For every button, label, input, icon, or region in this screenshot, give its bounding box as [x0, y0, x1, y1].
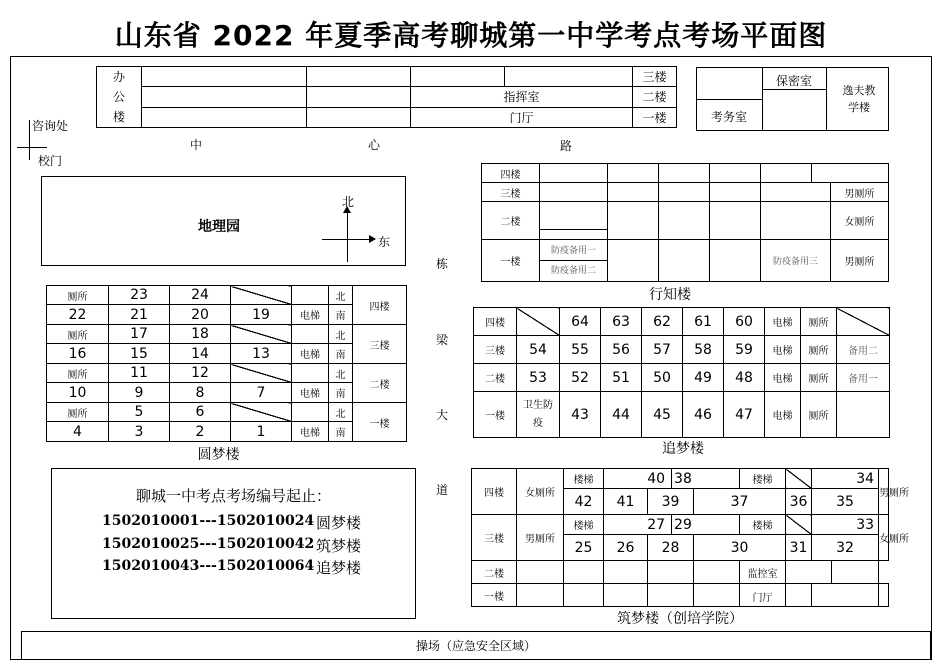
zhumeng-room: 36 — [786, 489, 812, 515]
zhumeng-room: 29 — [672, 515, 740, 535]
zhuimeng-room: 48 — [724, 364, 765, 392]
yuanmeng-building — [46, 285, 407, 442]
office-floor-label: 三楼 — [633, 67, 677, 87]
xingzhi-room — [540, 164, 608, 183]
yuanmeng-room: 4 — [47, 422, 109, 442]
boulevard-char: 道 — [436, 483, 449, 497]
zhuimeng-room: 50 — [642, 364, 683, 392]
office-room — [505, 67, 633, 87]
yuanmeng-diagonal-cell — [231, 364, 292, 383]
zhumeng-gate-hall: 门厅 — [740, 584, 786, 607]
yuanmeng-room: 24 — [170, 286, 231, 305]
exam-range-row — [102, 558, 314, 574]
xingzhi-room — [608, 240, 659, 282]
yuanmeng-north: 北 — [329, 286, 353, 305]
zhumeng-room — [786, 584, 812, 607]
zhumeng-floor-label: 三楼 — [472, 515, 517, 561]
road-char: 中 — [190, 138, 203, 152]
zhuimeng-room: 44 — [601, 392, 642, 438]
zhuimeng-toilet: 厕所 — [801, 336, 837, 364]
zhumeng-diagonal-cell — [786, 469, 812, 489]
zhuimeng-elevator: 电梯 — [765, 336, 801, 364]
zhumeng-floor-label: 一楼 — [472, 584, 517, 607]
zhuimeng-room: 52 — [560, 364, 601, 392]
exam-range-value: 1502010025---1502010042 — [102, 536, 315, 552]
zhumeng-stairs: 楼梯 — [564, 469, 604, 489]
yuanmeng-floor-label: 一楼 — [353, 403, 407, 442]
yuanmeng-toilet: 厕所 — [47, 325, 109, 344]
yuanmeng-north: 北 — [329, 325, 353, 344]
page-title: 山东省 2022 年夏季高考聊城第一中学考点考场平面图 — [114, 19, 828, 52]
zhuimeng-diagonal-cell — [837, 308, 890, 336]
xingzhi-spare-1: 防疫备用一 — [540, 241, 607, 261]
yuanmeng-elevator: 电梯 — [292, 344, 329, 364]
zhuimeng-room: 45 — [642, 392, 683, 438]
xingzhi-men-toilet: 男厕所 — [831, 183, 889, 202]
yuanmeng-room: 12 — [170, 364, 231, 383]
zhuimeng-building-name: 追梦楼 — [662, 441, 704, 457]
xingzhi-room — [761, 183, 831, 202]
yuanmeng-south: 南 — [329, 305, 353, 325]
zhumeng-room — [517, 561, 564, 584]
zhumeng-monitor-room: 监控室 — [740, 561, 786, 584]
yuanmeng-elevator-shaft — [292, 286, 329, 305]
zhuimeng-elevator: 电梯 — [765, 308, 801, 336]
zhuimeng-toilet: 厕所 — [801, 392, 837, 438]
xingzhi-room — [710, 240, 761, 282]
zhuimeng-room — [837, 392, 890, 438]
zhumeng-room: 30 — [694, 535, 786, 561]
zhumeng-room: 38 — [672, 469, 740, 489]
zhuimeng-room: 60 — [724, 308, 765, 336]
xingzhi-floor-label: 二楼 — [482, 202, 540, 240]
zhumeng-room — [694, 584, 740, 607]
office-room — [307, 107, 411, 127]
zhuimeng-room: 64 — [560, 308, 601, 336]
yuanmeng-north: 北 — [329, 403, 353, 422]
zhumeng-floor-label: 二楼 — [472, 561, 517, 584]
yuanmeng-room: 11 — [109, 364, 170, 383]
zhumeng-stairs: 楼梯 — [740, 469, 786, 489]
zhumeng-room — [517, 584, 564, 607]
yuanmeng-floor-label: 三楼 — [353, 325, 407, 364]
xingzhi-room — [608, 202, 659, 240]
zhumeng-room: 25 — [564, 535, 604, 561]
xingzhi-building-name: 行知楼 — [649, 287, 691, 303]
office-room — [307, 87, 411, 107]
office-building — [96, 66, 677, 128]
zhumeng-room: 34 — [812, 469, 879, 489]
yuanmeng-room: 5 — [109, 403, 170, 422]
exam-range-value: 1502010001---1502010024 — [102, 513, 315, 529]
xingzhi-floor-label: 三楼 — [482, 183, 540, 202]
office-room — [307, 67, 411, 87]
yuanmeng-diagonal-cell — [231, 286, 292, 305]
yuanmeng-room: 18 — [170, 325, 231, 344]
zhuimeng-floor-label: 二楼 — [474, 364, 517, 392]
exam-range-row — [102, 536, 314, 552]
arrow-right-icon — [369, 235, 376, 243]
office-room — [411, 67, 505, 87]
exam-range-building: 筑梦楼 — [316, 537, 362, 555]
zhuimeng-room: 58 — [683, 336, 724, 364]
xingzhi-floor-label: 四楼 — [482, 164, 540, 183]
zhumeng-room — [564, 584, 604, 607]
yuanmeng-toilet: 厕所 — [47, 286, 109, 305]
zhumeng-room — [786, 561, 832, 584]
yuanmeng-floor-label: 二楼 — [353, 364, 407, 403]
zhumeng-room: 31 — [786, 535, 812, 561]
xingzhi-room — [659, 183, 710, 202]
yuanmeng-elevator-shaft — [292, 364, 329, 383]
zhuimeng-room: 53 — [517, 364, 560, 392]
xingzhi-spare-rooms — [540, 240, 608, 282]
xingzhi-spare-3: 防疫备用三 — [761, 240, 831, 282]
yuanmeng-room: 8 — [170, 383, 231, 403]
zhuimeng-room: 46 — [683, 392, 724, 438]
zhumeng-room — [648, 561, 694, 584]
yuanmeng-floor-label: 四楼 — [353, 286, 407, 325]
yuanmeng-north: 北 — [329, 364, 353, 383]
xingzhi-room — [659, 164, 710, 183]
playground-label: 操场（应急安全区域） — [415, 639, 536, 653]
zhuimeng-spare-1: 备用一 — [837, 364, 890, 392]
zhumeng-room — [812, 584, 879, 607]
xingzhi-building — [481, 163, 889, 282]
office-room — [142, 107, 307, 127]
zhumeng-room: 32 — [812, 535, 879, 561]
exam-range-row — [102, 513, 314, 529]
command-room: 指挥室 — [411, 87, 633, 107]
zhuimeng-room: 49 — [683, 364, 724, 392]
school-gate: 校门 — [38, 154, 63, 168]
zhumeng-floor-label: 四楼 — [472, 469, 517, 515]
xingzhi-room — [812, 164, 889, 183]
yuanmeng-toilet: 厕所 — [47, 364, 109, 383]
yuanmeng-room: 14 — [170, 344, 231, 364]
yifu-building: 逸夫教学楼 — [842, 84, 876, 114]
zhuimeng-room: 57 — [642, 336, 683, 364]
zhuimeng-room: 54 — [517, 336, 560, 364]
xingzhi-women-toilet: 女厕所 — [831, 202, 889, 240]
zhuimeng-floor-label: 三楼 — [474, 336, 517, 364]
road-char: 心 — [368, 138, 381, 152]
exam-range-building: 圆梦楼 — [316, 514, 362, 532]
zhuimeng-elevator: 电梯 — [765, 364, 801, 392]
xingzhi-room — [710, 164, 761, 183]
yuanmeng-south: 南 — [329, 422, 353, 442]
yuanmeng-south: 南 — [329, 344, 353, 364]
xingzhi-room — [761, 202, 831, 240]
yuanmeng-elevator: 电梯 — [292, 422, 329, 442]
zhuimeng-room: 63 — [601, 308, 642, 336]
compass-east: 东 — [378, 235, 391, 249]
yuanmeng-elevator: 电梯 — [292, 383, 329, 403]
zhumeng-room — [694, 561, 740, 584]
zhuimeng-room: 51 — [601, 364, 642, 392]
geography-garden-label: 地理园 — [198, 219, 240, 235]
zhumeng-room — [648, 584, 694, 607]
zhuimeng-diagonal-cell — [517, 308, 560, 336]
zhumeng-room — [879, 584, 889, 607]
xingzhi-room — [659, 202, 710, 240]
xingzhi-room — [761, 164, 812, 183]
zhuimeng-toilet: 厕所 — [801, 308, 837, 336]
exam-range-value: 1502010043---1502010064 — [102, 558, 315, 574]
zhumeng-women-toilet: 女厕所 — [879, 515, 889, 561]
yuanmeng-building-name: 圆梦楼 — [197, 447, 240, 463]
xingzhi-room — [659, 240, 710, 282]
zhumeng-room — [564, 561, 604, 584]
zhumeng-stairs: 楼梯 — [740, 515, 786, 535]
yuanmeng-south: 南 — [329, 383, 353, 403]
zhuimeng-room: 56 — [601, 336, 642, 364]
zhumeng-men-toilet: 男厕所 — [517, 515, 564, 561]
zhumeng-women-toilet: 女厕所 — [517, 469, 564, 515]
zhumeng-diagonal-cell — [786, 515, 812, 535]
zhuimeng-room: 62 — [642, 308, 683, 336]
yuanmeng-diagonal-cell — [231, 325, 292, 344]
zhumeng-room: 28 — [648, 535, 694, 561]
xingzhi-room — [540, 202, 608, 240]
xingzhi-men-toilet: 男厕所 — [831, 240, 889, 282]
office-floor-label: 一楼 — [633, 107, 677, 127]
office-room — [142, 87, 307, 107]
office-floor-label: 二楼 — [633, 87, 677, 107]
xingzhi-room — [608, 183, 659, 202]
zhuimeng-spare-2: 备用二 — [837, 336, 890, 364]
zhuimeng-room: 61 — [683, 308, 724, 336]
yuanmeng-room: 19 — [231, 305, 292, 325]
zhuimeng-floor-label: 一楼 — [474, 392, 517, 438]
yuanmeng-room: 1 — [231, 422, 292, 442]
zhumeng-building — [471, 468, 910, 607]
yuanmeng-room: 17 — [109, 325, 170, 344]
zhuimeng-floor-label: 四楼 — [474, 308, 517, 336]
yuanmeng-room: 7 — [231, 383, 292, 403]
zhumeng-building-name: 筑梦楼（创培学院） — [617, 611, 743, 627]
zhumeng-room: 37 — [694, 489, 786, 515]
zhumeng-room: 39 — [648, 489, 694, 515]
office-gate-hall: 门厅 — [411, 107, 633, 127]
office-name-char: 办 — [112, 70, 125, 84]
office-name-char: 楼 — [112, 110, 125, 124]
xingzhi-room — [540, 183, 608, 202]
yuanmeng-room: 21 — [109, 305, 170, 325]
xingzhi-room — [608, 164, 659, 183]
yuanmeng-room: 13 — [231, 344, 292, 364]
zhumeng-stairs: 楼梯 — [564, 515, 604, 535]
zhuimeng-room: 43 — [560, 392, 601, 438]
zhumeng-room — [604, 584, 648, 607]
zhuimeng-toilet: 厕所 — [801, 364, 837, 392]
yuanmeng-room: 3 — [109, 422, 170, 442]
office-room — [142, 67, 307, 87]
boulevard-char: 栋 — [436, 257, 449, 271]
yuanmeng-room: 2 — [170, 422, 231, 442]
office-name — [97, 67, 142, 128]
compass-north: 北 — [342, 195, 355, 209]
zhumeng-room: 42 — [564, 489, 604, 515]
yuanmeng-room: 16 — [47, 344, 109, 364]
xingzhi-room — [710, 202, 761, 240]
yuanmeng-elevator-shaft — [292, 325, 329, 344]
boulevard-char: 梁 — [436, 333, 449, 347]
boulevard-char: 大 — [436, 408, 449, 422]
yuanmeng-room: 22 — [47, 305, 109, 325]
zhumeng-room: 27 — [604, 515, 672, 535]
xingzhi-spare-2: 防疫备用二 — [550, 265, 596, 276]
zhumeng-room: 40 — [604, 469, 672, 489]
exam-range-heading: 聊城一中考点考场编号起止： — [135, 487, 331, 505]
yuanmeng-room: 6 — [170, 403, 231, 422]
zhumeng-men-toilet: 男厕所 — [879, 469, 889, 515]
confidential-room: 保密室 — [775, 74, 812, 88]
zhumeng-room — [604, 561, 648, 584]
zhumeng-room: 41 — [604, 489, 648, 515]
yuanmeng-diagonal-cell — [231, 403, 292, 422]
inquiry-desk: 咨询处 — [32, 119, 69, 133]
yuanmeng-elevator: 电梯 — [292, 305, 329, 325]
zhuimeng-elevator: 电梯 — [765, 392, 801, 438]
zhuimeng-building — [473, 307, 890, 438]
zhuimeng-room: 59 — [724, 336, 765, 364]
zhumeng-room: 33 — [812, 515, 879, 535]
yuanmeng-room: 15 — [109, 344, 170, 364]
zhumeng-room: 35 — [812, 489, 879, 515]
zhuimeng-room: 55 — [560, 336, 601, 364]
zhuimeng-health-room: 卫生防疫 — [517, 392, 560, 438]
yuanmeng-room: 9 — [109, 383, 170, 403]
yuanmeng-toilet: 厕所 — [47, 403, 109, 422]
zhumeng-room — [832, 561, 879, 584]
xingzhi-floor-label: 一楼 — [482, 240, 540, 282]
yuanmeng-room: 20 — [170, 305, 231, 325]
exam-affairs-room: 考务室 — [710, 110, 747, 124]
road-char: 路 — [560, 139, 573, 153]
zhumeng-room: 26 — [604, 535, 648, 561]
zhuimeng-room: 47 — [724, 392, 765, 438]
xingzhi-room — [710, 183, 761, 202]
exam-range-building: 追梦楼 — [316, 559, 362, 577]
yuanmeng-room: 10 — [47, 383, 109, 403]
yuanmeng-elevator-shaft — [292, 403, 329, 422]
yuanmeng-room: 23 — [109, 286, 170, 305]
office-name-char: 公 — [112, 90, 125, 104]
